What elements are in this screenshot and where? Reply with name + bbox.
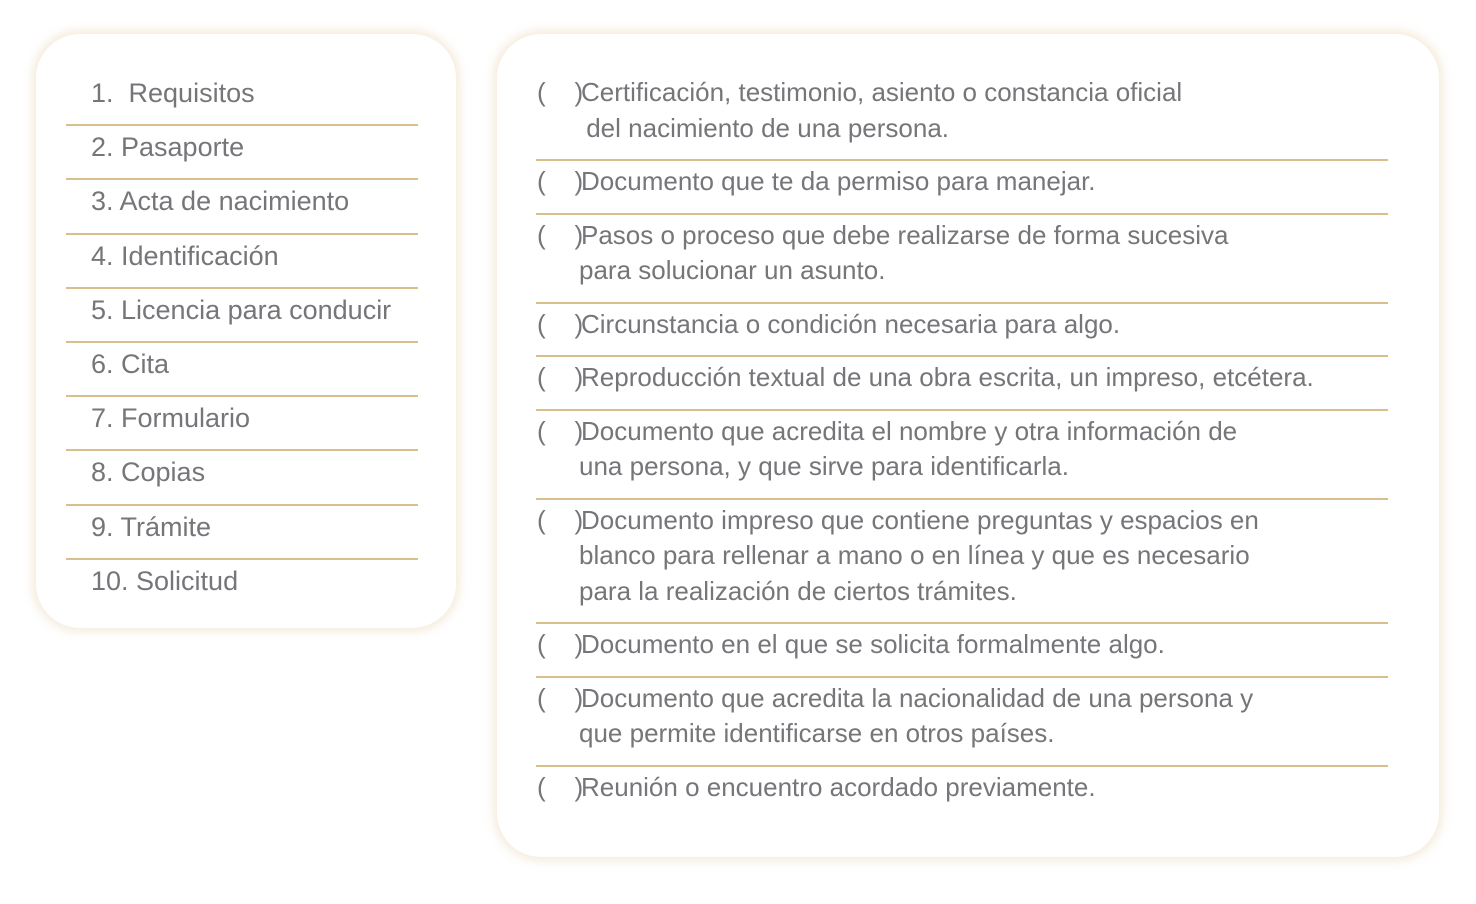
definition-line: Documento impreso que contiene preguntas y espacios en [581, 504, 1259, 535]
answer-blank[interactable]: ( ) [537, 166, 584, 196]
definition-line: una persona, y que sirve para identificarla. [579, 451, 1069, 481]
definition-line: Documento que acredita el nombre y otra información de [581, 415, 1238, 446]
definition-line: Documento en el que se solicita formalmente algo. [581, 629, 1165, 659]
definition-text [581, 164, 1388, 200]
term-label: 10. Solicitud [91, 565, 239, 596]
definition-text [581, 307, 1388, 343]
term-label: 4. Identificación [91, 240, 279, 271]
definition-item [536, 678, 1388, 767]
definition-line: Circunstancia o condición necesaria para algo. [581, 308, 1121, 339]
term-label: 6. Cita [91, 348, 170, 379]
definition-text [581, 681, 1388, 752]
definition-line: Certificación, testimonio, asiento o constancia oficial [581, 77, 1183, 107]
definition-line: Documento que acredita la nacionalidad de una persona y [581, 682, 1254, 713]
term-item [66, 451, 418, 505]
definition-item [536, 304, 1388, 358]
definition-line: blanco para rellenar a mano o en línea y que es necesario [579, 540, 1250, 570]
answer-blank[interactable]: ( ) [537, 362, 584, 392]
definition-line: que permite identificarse en otros países. [579, 718, 1055, 748]
answer-blank[interactable]: ( ) [537, 77, 584, 107]
answer-blank[interactable]: ( ) [537, 629, 584, 659]
definition-line: Documento que te da permiso para manejar. [581, 166, 1096, 196]
definition-item [536, 767, 1388, 819]
answer-blank[interactable]: ( ) [537, 308, 584, 339]
term-label: 9. Trámite [91, 511, 212, 542]
term-label: 7. Formulario [91, 403, 251, 434]
term-label: 1. Requisitos [91, 78, 255, 108]
definition-item [536, 624, 1388, 678]
definition-text [581, 503, 1388, 610]
definition-item [536, 357, 1388, 411]
term-item [66, 126, 418, 180]
term-item [66, 397, 418, 451]
definition-line: para solucionar un asunto. [579, 255, 886, 285]
definition-line: Pasos o proceso que debe realizarse de forma sucesiva [581, 219, 1229, 250]
term-item [66, 235, 418, 289]
definition-item [536, 161, 1388, 215]
definition-text [581, 360, 1388, 396]
definition-text [581, 627, 1388, 663]
term-item [66, 289, 418, 343]
definition-text [581, 770, 1388, 806]
term-item [66, 506, 418, 560]
definition-text [581, 75, 1388, 146]
definition-item [536, 411, 1388, 500]
definition-line: Reproducción textual de una obra escrita, un impreso, etcétera. [581, 362, 1314, 392]
term-item [66, 72, 418, 126]
definition-item [536, 500, 1388, 625]
term-label: 2. Pasaporte [91, 132, 245, 163]
answer-blank[interactable]: ( ) [537, 504, 584, 535]
term-label: 5. Licencia para conducir [91, 294, 392, 325]
definition-line: para la realización de ciertos trámites. [579, 575, 1017, 606]
term-item [66, 180, 418, 234]
term-label: 8. Copias [91, 457, 206, 488]
answer-blank[interactable]: ( ) [537, 682, 584, 713]
term-label: 3. Acta de nacimiento [91, 186, 350, 217]
answer-blank[interactable]: ( ) [537, 415, 584, 446]
definition-item [536, 72, 1388, 161]
definition-line: del nacimiento de una persona. [579, 112, 950, 143]
terms-list-card [36, 34, 456, 628]
term-item [66, 343, 418, 397]
definition-line: Reunión o encuentro acordado previamente. [581, 771, 1096, 802]
definition-item [536, 215, 1388, 304]
term-item [66, 560, 418, 614]
definition-text [581, 414, 1388, 485]
answer-blank[interactable]: ( ) [537, 771, 584, 802]
definitions-list-card [497, 34, 1439, 857]
definition-text [581, 218, 1388, 289]
answer-blank[interactable]: ( ) [537, 219, 584, 250]
